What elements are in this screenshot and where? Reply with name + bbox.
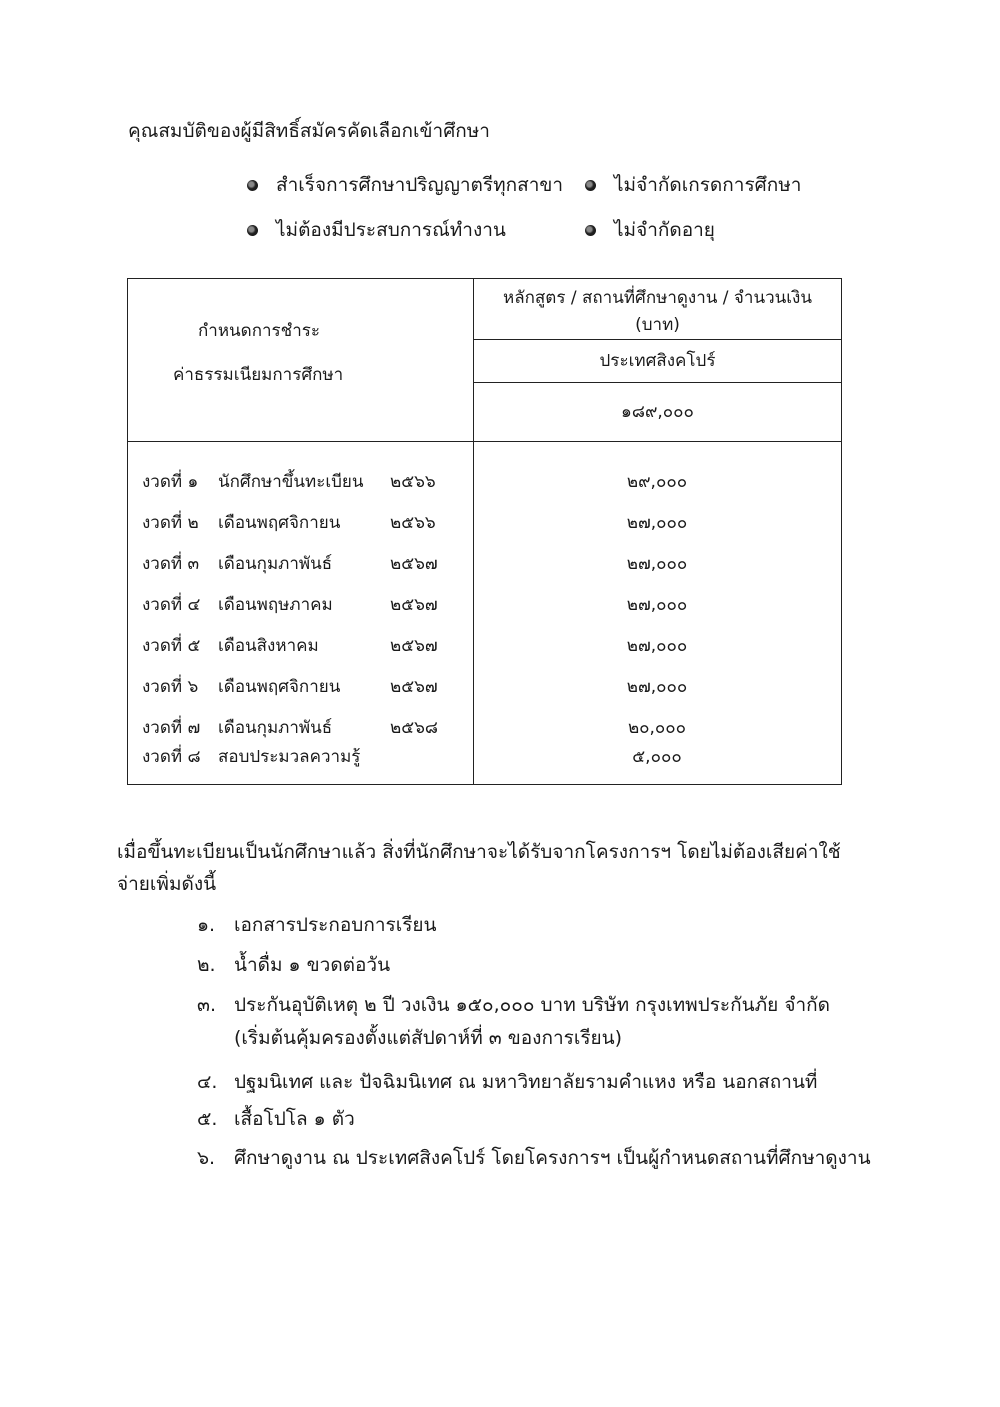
installment-number: งวดที่ ๕ [142,636,201,656]
qualification-text: ไม่จำกัดอายุ [614,219,715,241]
installment-row [128,497,473,538]
benefit-item [197,1104,355,1134]
schedule-header-cell [128,279,474,442]
installment-desc: เดือนกุมภาพันธ์ [218,718,333,738]
benefits-intro: เมื่อขึ้นทะเบียนเป็นนักศึกษาแล้ว สิ่งที่นักศึกษาจะได้รับจากโครงการฯ โดยไม่ต้องเสียค่าใช้จ่ายเพิ่มดังนี้ [117,841,841,895]
installment-number: งวดที่ ๓ [142,554,200,574]
benefit-text: ปฐมนิเทศ และ ปัจฉิมนิเทศ ณ มหาวิทยาลัยรามคำแหง หรือ นอกสถานที่ [234,1071,818,1093]
qualification-text: ไม่ต้องมีประสบการณ์ทำงาน [276,219,506,241]
benefit-text: เสื้อโปโล ๑ ตัว [234,1108,355,1130]
amount-row [474,456,841,497]
benefit-number: ๑. [197,914,216,936]
installment-amount: ๒๗,๐๐๐ [626,595,688,615]
installment-row [128,661,473,702]
installment-number: งวดที่ ๒ [142,513,199,533]
benefit-item [197,1143,871,1173]
installment-row [128,538,473,579]
bullet-icon [585,180,596,191]
qualification-text: ไม่จำกัดเกรดการศึกษา [614,174,802,196]
installment-year: ๒๕๖๗ [390,677,438,697]
installment-year: ๒๕๖๘ [390,718,438,738]
total-cell: ๑๘๙,๐๐๐ [474,383,842,442]
installment-desc: เดือนสิงหาคม [218,636,319,656]
bullet-icon [247,180,258,191]
installment-desc: สอบประมวลความรู้ [218,747,361,767]
amount-row [474,497,841,538]
benefit-number: ๖. [197,1147,216,1169]
benefit-number: ๒. [197,954,216,976]
installment-desc: เดือนกุมภาพันธ์ [218,554,333,574]
amount-row [474,661,841,702]
amounts-cell [474,442,842,785]
installments-cell [128,442,474,785]
amount-row [474,702,841,743]
benefit-text: ประกันอุบัติเหตุ ๒ ปี วงเงิน ๑๕๐,๐๐๐ บาท บริษัท กรุงเทพประกันภัย จำกัด [234,994,830,1016]
benefit-number: ๔. [197,1071,218,1093]
installment-desc: นักศึกษาขึ้นทะเบียน [218,472,364,492]
installment-row [128,456,473,497]
amount-row [474,538,841,579]
qualification-text: สำเร็จการศึกษาปริญญาตรีทุกสาขา [276,174,564,196]
installment-number: งวดที่ ๑ [142,472,199,492]
benefit-item [197,1023,622,1053]
benefit-text: ศึกษาดูงาน ณ ประเทศสิงคโปร์ โดยโครงการฯ เป็นผู้กำหนดสถานที่ศึกษาดูงาน [234,1147,871,1169]
benefit-item [197,990,830,1020]
installment-amount: ๒๗,๐๐๐ [626,677,688,697]
course-header-line1: หลักสูตร / สถานที่ศึกษาดูงาน / จำนวนเงิน [503,288,812,308]
bullet-icon [585,225,596,236]
course-header-cell [474,279,842,340]
benefit-text: เอกสารประกอบการเรียน [234,914,437,936]
installment-amount: ๒๗,๐๐๐ [626,554,688,574]
qualifications-title: คุณสมบัติของผู้มีสิทธิ์สมัครคัดเลือกเข้าศึกษา [128,120,490,142]
installment-row [128,743,473,779]
installment-year: ๒๕๖๗ [390,636,438,656]
fee-schedule-table [127,278,842,785]
benefit-text: (เริ่มต้นคุ้มครองตั้งแต่สัปดาห์ที่ ๓ ของการเรียน) [234,1027,623,1049]
qualification-item [247,170,563,200]
installment-number: งวดที่ ๗ [142,718,201,738]
amount-row [474,620,841,661]
qualification-item [585,215,715,245]
installment-amount: ๒๗,๐๐๐ [626,513,688,533]
installment-number: งวดที่ ๖ [142,677,199,697]
benefit-number: ๓. [197,994,217,1016]
course-header-line2: (บาท) [635,315,680,335]
installment-number: งวดที่ ๔ [142,595,201,615]
installment-row [128,579,473,620]
installment-amount: ๒๗,๐๐๐ [626,636,688,656]
qualification-item [247,215,506,245]
benefit-item [197,950,390,980]
benefit-number: ๕. [197,1108,218,1130]
benefit-text: น้ำดื่ม ๑ ขวดต่อวัน [234,954,391,976]
benefit-item [197,910,437,940]
installment-year: ๒๕๖๖ [390,472,436,492]
installment-amount: ๒๙,๐๐๐ [626,472,688,492]
installment-year: ๒๕๖๗ [390,595,438,615]
installment-desc: เดือนพฤศจิกายน [218,513,341,533]
amount-row [474,743,841,779]
amount-row [474,579,841,620]
bullet-icon [247,225,258,236]
qualification-item [585,170,801,200]
installment-amount: ๒๐,๐๐๐ [627,718,687,738]
installment-desc: เดือนพฤษภาคม [218,595,333,615]
installment-amount: ๕,๐๐๐ [632,747,682,767]
schedule-header-line1: กำหนดการชำระ [198,321,321,341]
installment-desc: เดือนพฤศจิกายน [218,677,341,697]
installment-row [128,620,473,661]
installment-year: ๒๕๖๗ [390,554,438,574]
installment-row [128,702,473,743]
installment-number: งวดที่ ๘ [142,747,201,767]
benefit-item [197,1067,817,1097]
country-cell: ประเทศสิงคโปร์ [474,340,842,383]
schedule-header-line2: ค่าธรรมเนียมการศึกษา [173,365,344,385]
installment-year: ๒๕๖๖ [390,513,436,533]
